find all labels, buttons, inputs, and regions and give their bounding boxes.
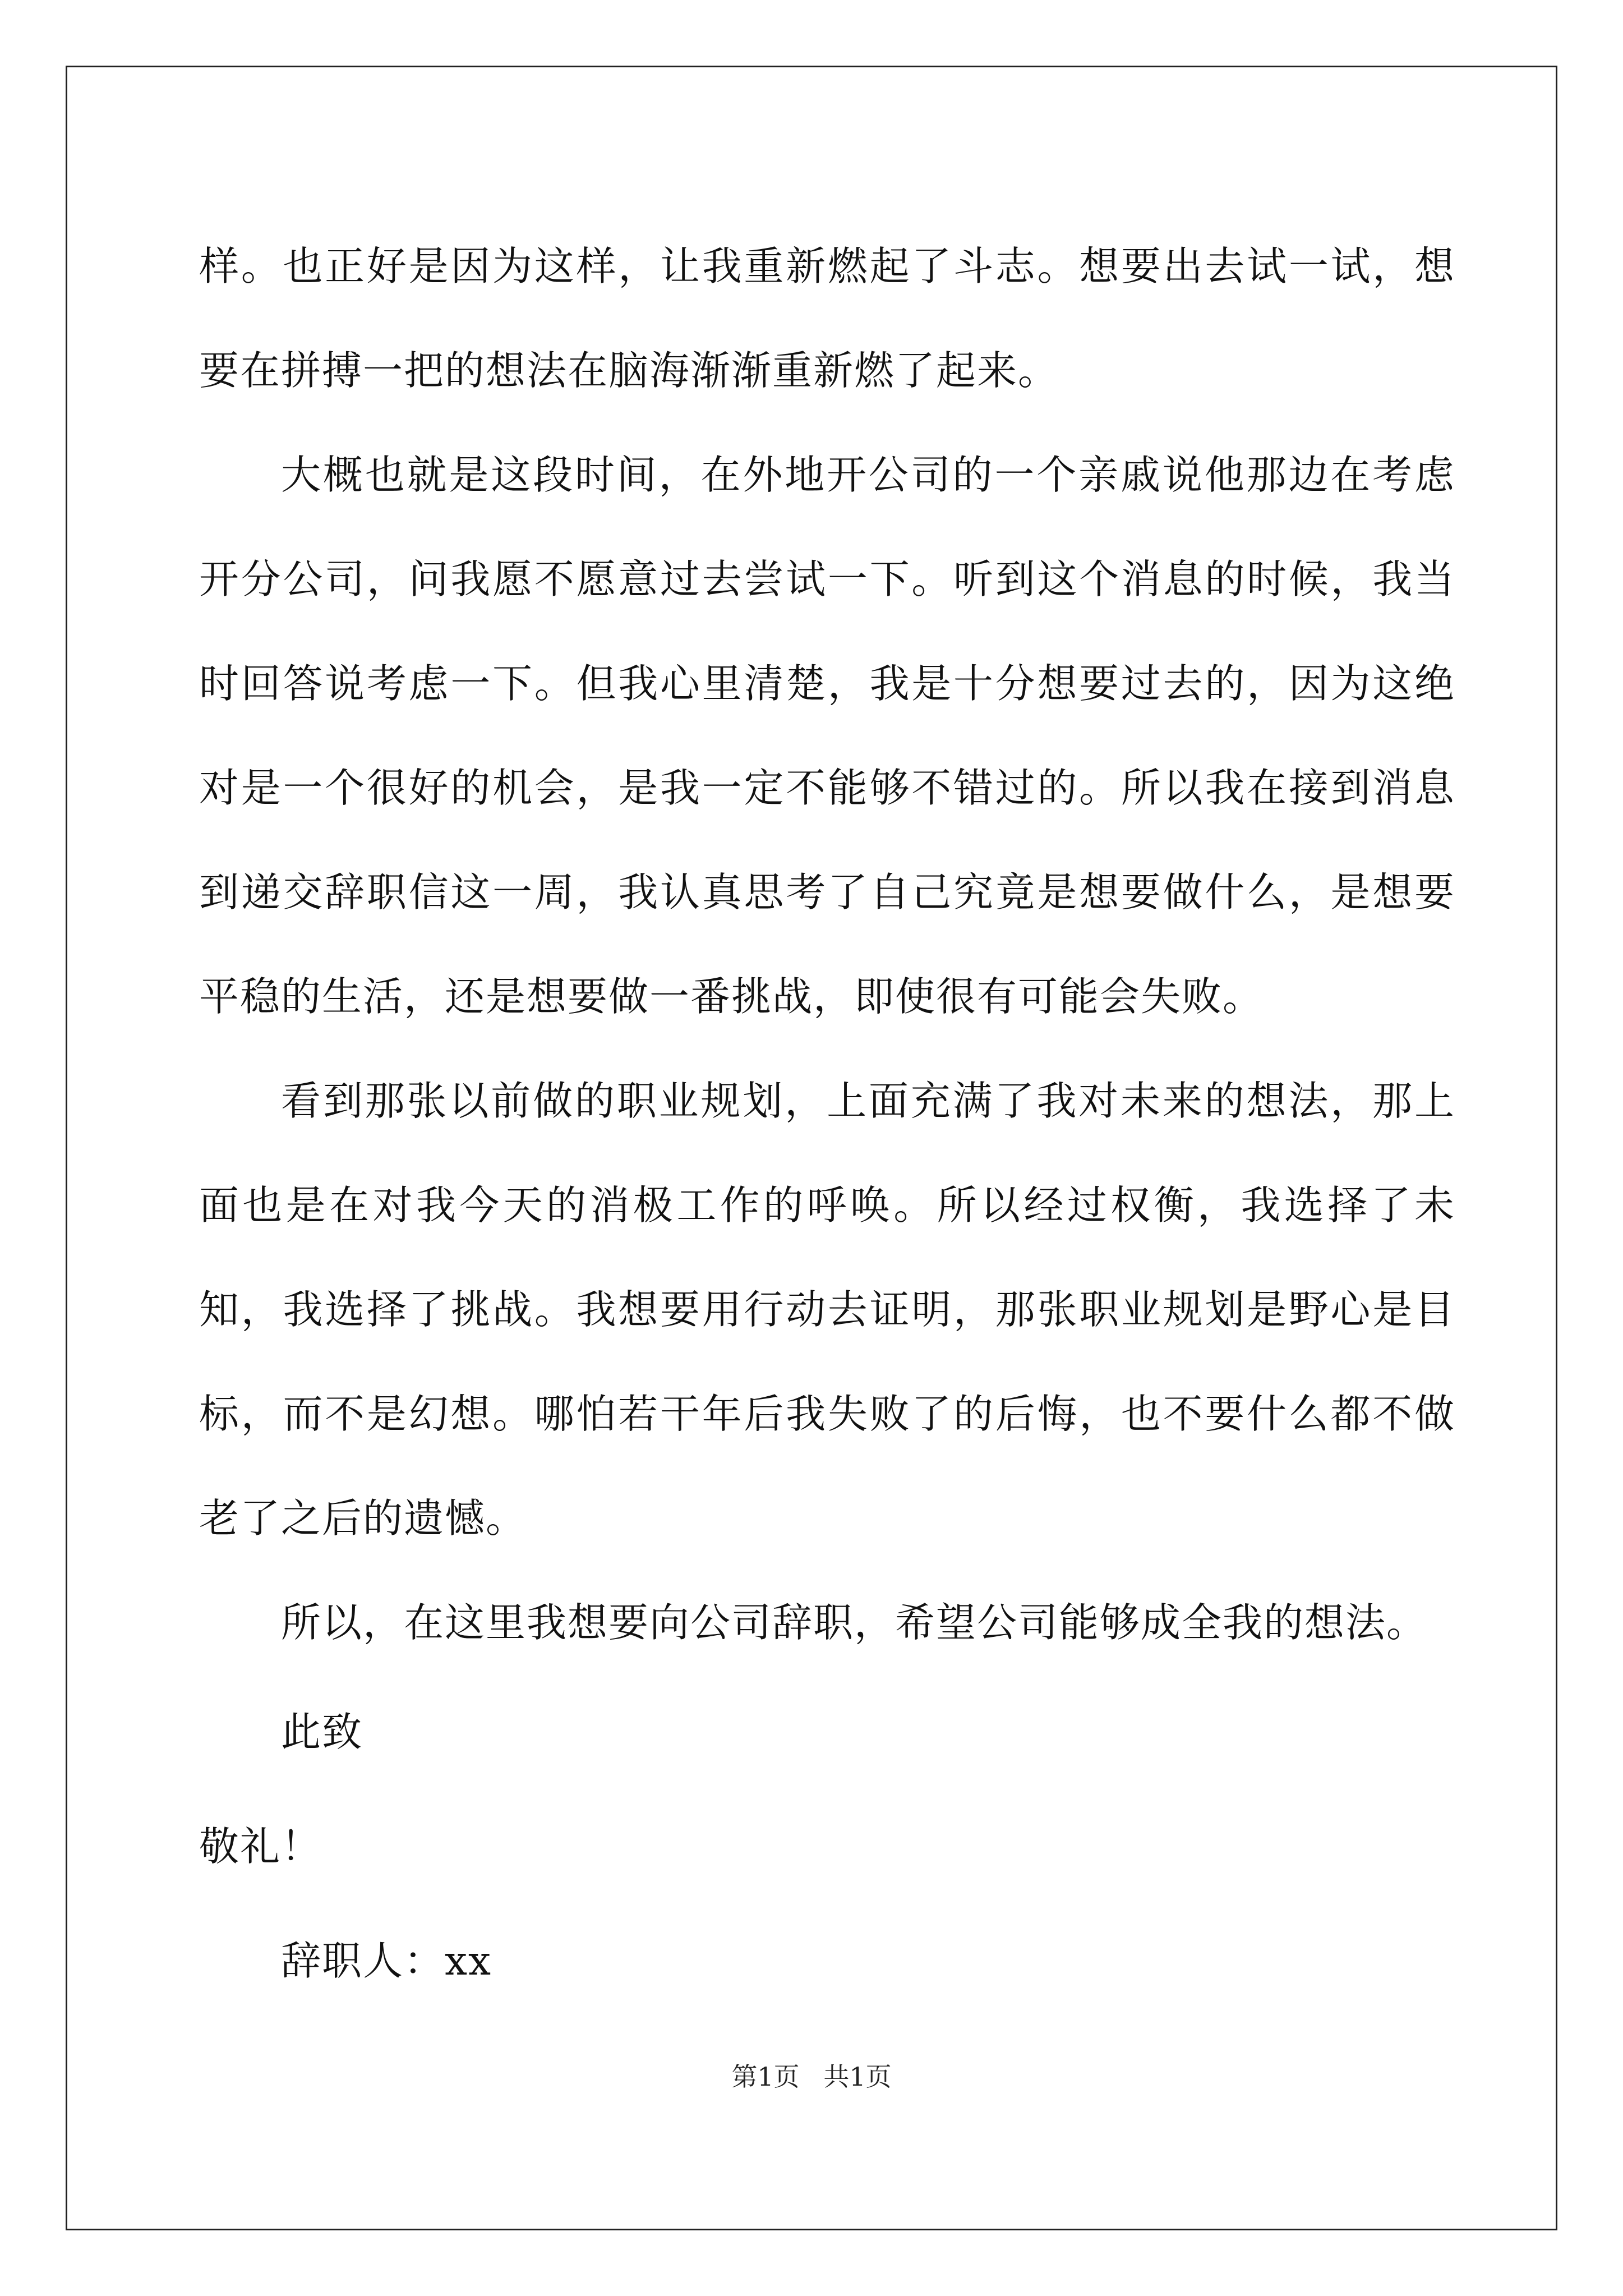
page-total: 共1页 xyxy=(823,2062,892,2092)
paragraph-2: 大概也就是这段时间，在外地开公司的一个亲戚说他那边在考虑开分公司，问我愿不愿意过去尝试一下。听到这个消息的时候，我当时回答说考虑一下。但我心里清楚，我是十分想要过去的，因为这绝对是一个很好的机会，是我一定不能够不错过的。所以我在接到消息到递交辞职信这一周，我认真思考了自己究竟是想要做什么，是想要平稳的生活，还是想要做一番挑战，即使很有可能会失败。 xyxy=(199,452,1455,1020)
paragraph-4: 所以，在这里我想要向公司辞职，希望公司能够成全我的想法。 xyxy=(281,1599,1428,1646)
page-footer xyxy=(0,2056,1623,2093)
paragraph-1: 样。也正好是因为这样，让我重新燃起了斗志。想要出去试一试，想要在拼搏一把的想法在脑海渐渐重新燃了起来。 xyxy=(199,243,1455,394)
signature-line: 辞职人：xx xyxy=(281,1938,492,1984)
paragraph-3: 看到那张以前做的职业规划，上面充满了我对未来的想法，那上面也是在对我今天的消极工作的呼唤。所以经过权衡，我选择了未知，我选择了挑战。我想要用行动去证明，那张职业规划是野心是目标，而不是幻想。哪怕若干年后我失败了的后悔，也不要什么都不做老了之后的遗憾。 xyxy=(199,1078,1455,1542)
closing-regards: 敬礼！ xyxy=(199,1823,322,1870)
page-number: 第1页 xyxy=(731,2062,800,2092)
closing-salutation: 此致 xyxy=(281,1709,363,1755)
document-body xyxy=(199,214,1455,2018)
